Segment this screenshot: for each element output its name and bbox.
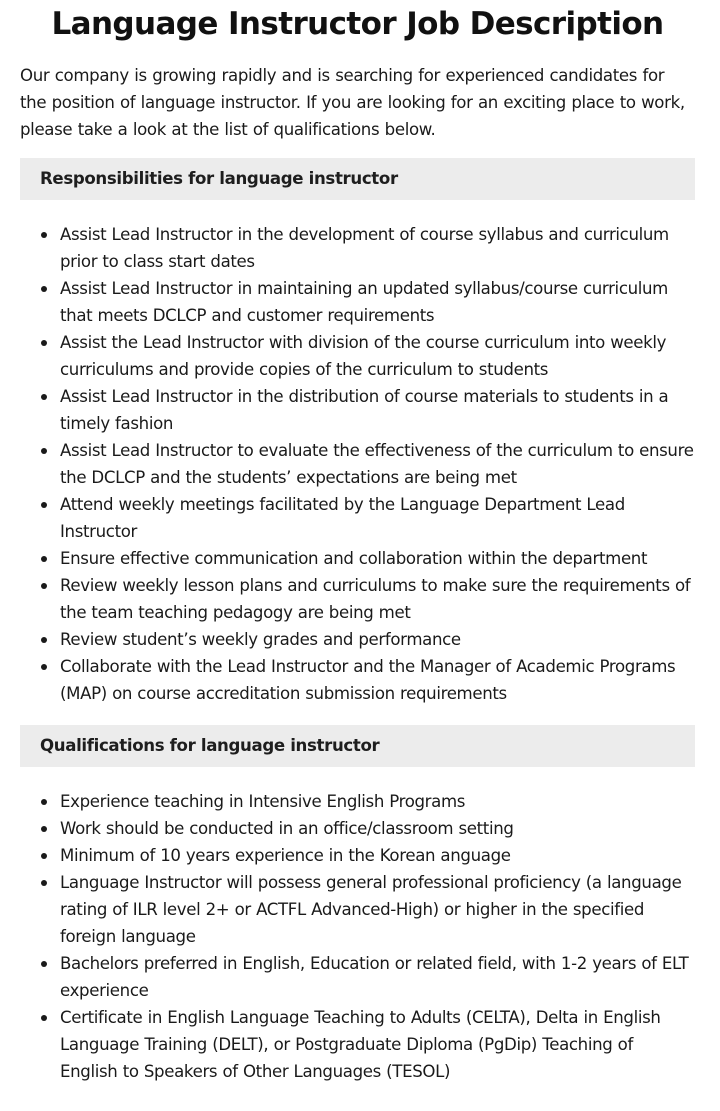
list-item-text: Attend weekly meetings facilitated by the Language Department Lead Instructor xyxy=(60,495,625,541)
bullet-icon xyxy=(41,853,47,859)
list-item-text: Assist Lead Instructor to evaluate the effectiveness of the curriculum to ensure the DCLCP and the students’ expectations are being met xyxy=(60,441,694,487)
list-item xyxy=(20,626,695,653)
list-item-text: Assist Lead Instructor in the distribution of course materials to students in a timely fashion xyxy=(60,387,669,433)
bullet-icon xyxy=(41,1015,47,1021)
list-item xyxy=(20,383,695,437)
bullet-icon xyxy=(41,961,47,967)
bullet-icon xyxy=(41,556,47,562)
bullet-icon xyxy=(41,826,47,832)
job-description-page xyxy=(20,0,695,1085)
bullet-icon xyxy=(41,394,47,400)
list-item-text: Certificate in English Language Teaching to Adults (CELTA), Delta in English Language Training (DELT), or Postgraduate Diploma (PgDip) Teaching of English to Speakers of Other Languages (TESOL) xyxy=(60,1008,661,1081)
list-item-text: Review weekly lesson plans and curriculums to make sure the requirements of the team teaching pedagogy are being met xyxy=(60,576,691,622)
list-item xyxy=(20,788,695,815)
list-item xyxy=(20,869,695,950)
list-item-text: Bachelors preferred in English, Education or related field, with 1-2 years of ELT experience xyxy=(60,954,689,1000)
list-item-text: Collaborate with the Lead Instructor and the Manager of Academic Programs (MAP) on course accreditation submission requirements xyxy=(60,657,676,703)
list-item-text: Language Instructor will possess general professional proficiency (a language rating of ILR level 2+ or ACTFL Advanced-High) or higher in the specified foreign language xyxy=(60,873,682,946)
qualifications-heading: Qualifications for language instructor xyxy=(20,725,695,767)
list-item-text: Work should be conducted in an office/classroom setting xyxy=(60,819,514,838)
list-item-text: Assist Lead Instructor in the development of course syllabus and curriculum prior to class start dates xyxy=(60,225,669,271)
intro-paragraph: Our company is growing rapidly and is searching for experienced candidates for the position of language instructor. If you are looking for an exciting place to work, please take a look at the list of qualifications below. xyxy=(20,66,685,139)
list-item xyxy=(20,545,695,572)
list-item-text: Experience teaching in Intensive English Programs xyxy=(60,792,466,811)
bullet-icon xyxy=(41,232,47,238)
responsibilities-heading: Responsibilities for language instructor xyxy=(20,158,695,200)
list-item-text: Assist the Lead Instructor with division of the course curriculum into weekly curriculums and provide copies of the curriculum to students xyxy=(60,333,667,379)
list-item xyxy=(20,1004,695,1085)
list-item xyxy=(20,572,695,626)
bullet-icon xyxy=(41,286,47,292)
list-item-text: Ensure effective communication and collaboration within the department xyxy=(60,549,648,568)
list-item xyxy=(20,653,695,707)
bullet-icon xyxy=(41,502,47,508)
page-title: Language Instructor Job Description xyxy=(51,6,664,42)
list-item-text: Assist Lead Instructor in maintaining an updated syllabus/course curriculum that meets DCLCP and customer requirements xyxy=(60,279,669,325)
list-item xyxy=(20,815,695,842)
list-item xyxy=(20,842,695,869)
bullet-icon xyxy=(41,637,47,643)
bullet-icon xyxy=(41,340,47,346)
list-item xyxy=(20,275,695,329)
list-item xyxy=(20,329,695,383)
bullet-icon xyxy=(41,664,47,670)
list-item-text: Review student’s weekly grades and performance xyxy=(60,630,461,649)
list-item xyxy=(20,437,695,491)
list-item xyxy=(20,221,695,275)
list-item xyxy=(20,950,695,1004)
bullet-icon xyxy=(41,799,47,805)
list-item-text: Minimum of 10 years experience in the Korean anguage xyxy=(60,846,511,865)
qualifications-list xyxy=(20,788,695,1085)
bullet-icon xyxy=(41,583,47,589)
list-item xyxy=(20,491,695,545)
responsibilities-list xyxy=(20,221,695,707)
bullet-icon xyxy=(41,448,47,454)
bullet-icon xyxy=(41,880,47,886)
